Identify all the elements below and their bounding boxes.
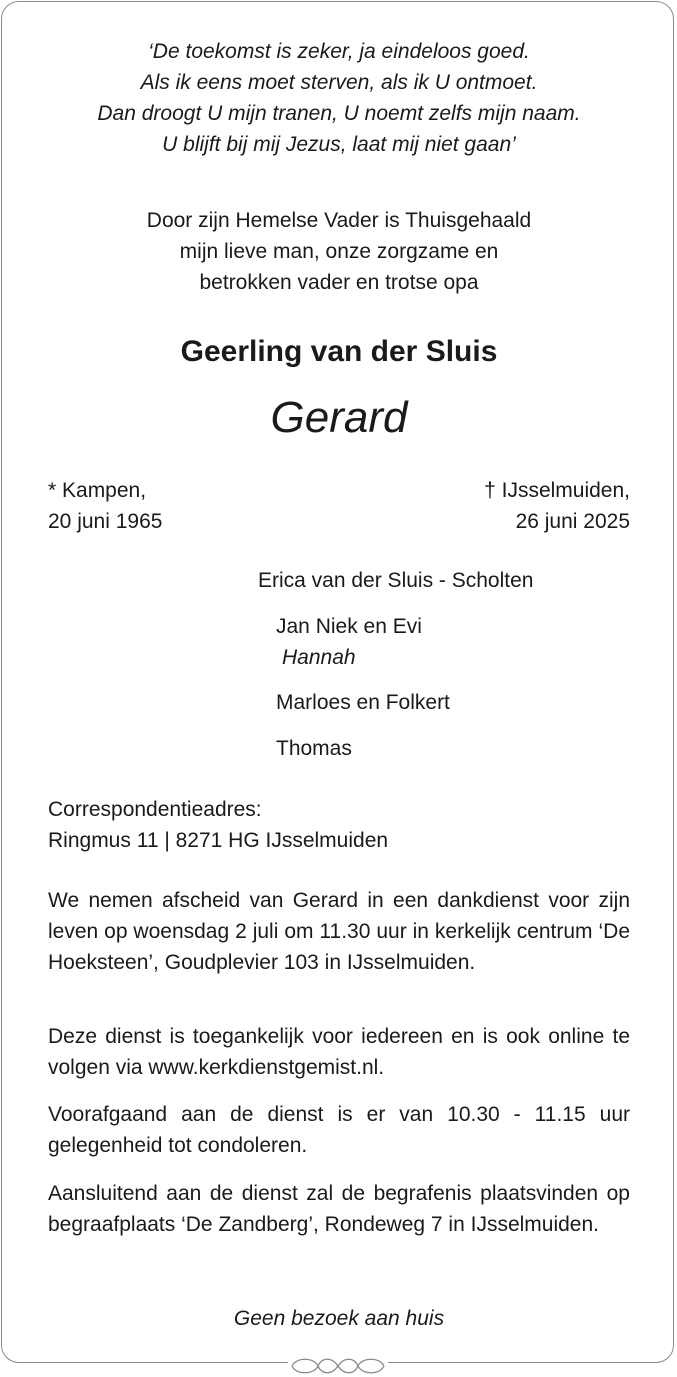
birth-date: 20 juni 1965 [48, 510, 163, 533]
intro-line: betrokken vader en trotse opa [199, 271, 479, 294]
birth-info [48, 475, 162, 537]
condolence-paragraph: Voorafgaand aan de dienst is er van 10.30 - 11.15 uur gelegenheid tot condoleren. [48, 1103, 630, 1157]
closing-note: Geen bezoek aan huis [233, 1307, 445, 1330]
poem-line: Dan droogt U mijn tranen, U noemt zelfs mijn naam. [97, 102, 581, 125]
family-grandchild: Hannah [282, 646, 356, 669]
poem-line: U blijft bij mij Jezus, laat mij niet gaan’ [162, 133, 516, 156]
deceased-full-name: Geerling van der Sluis [180, 335, 498, 368]
poem-line: ‘De toekomst is zeker, ja eindeloos goed. [148, 40, 530, 63]
ring-ornament-icon [288, 1349, 388, 1375]
intro-line: Door zijn Hemelse Vader is Thuisgehaald [146, 209, 532, 232]
correspondence-address [48, 794, 388, 856]
birth-place: * Kampen, [48, 479, 147, 502]
poem-line: Als ik eens moet sterven, als ik U ontmoet. [140, 71, 538, 94]
poem-quote [48, 36, 630, 160]
correspondence-label: Correspondentieadres: [48, 798, 262, 821]
burial-paragraph: Aansluitend aan de dienst zal de begrafenis plaatsvinden op begraafplaats ‘De Zandberg’, Rondeweg 7 in IJsselmuiden. [48, 1182, 630, 1236]
correspondence-street: Ringmus 11 | 8271 HG IJsselmuiden [48, 829, 389, 852]
livestream-paragraph: Deze dienst is toegankelijk voor iedereen en is ook online te volgen via www.kerkdienstgemist.nl. [48, 1025, 630, 1079]
family-spouse: Erica van der Sluis - Scholten [258, 569, 534, 592]
family-child: Thomas [276, 737, 352, 760]
announcement-intro [48, 205, 630, 298]
death-info [484, 475, 630, 537]
family-child: Marloes en Folkert [276, 691, 450, 714]
family-child: Jan Niek en Evi [276, 615, 422, 638]
deceased-call-name: Gerard [270, 393, 408, 442]
service-paragraph: We nemen afscheid van Gerard in een dankdienst voor zijn leven op woensdag 2 juli om 11.30 uur in kerkelijk centrum ‘De Hoeksteen’, Goudplevier 103 in IJsselmuiden. [48, 889, 630, 974]
death-date: 26 juni 2025 [515, 510, 630, 533]
death-place: † IJsselmuiden, [484, 479, 630, 502]
intro-line: mijn lieve man, onze zorgzame en [179, 240, 499, 263]
